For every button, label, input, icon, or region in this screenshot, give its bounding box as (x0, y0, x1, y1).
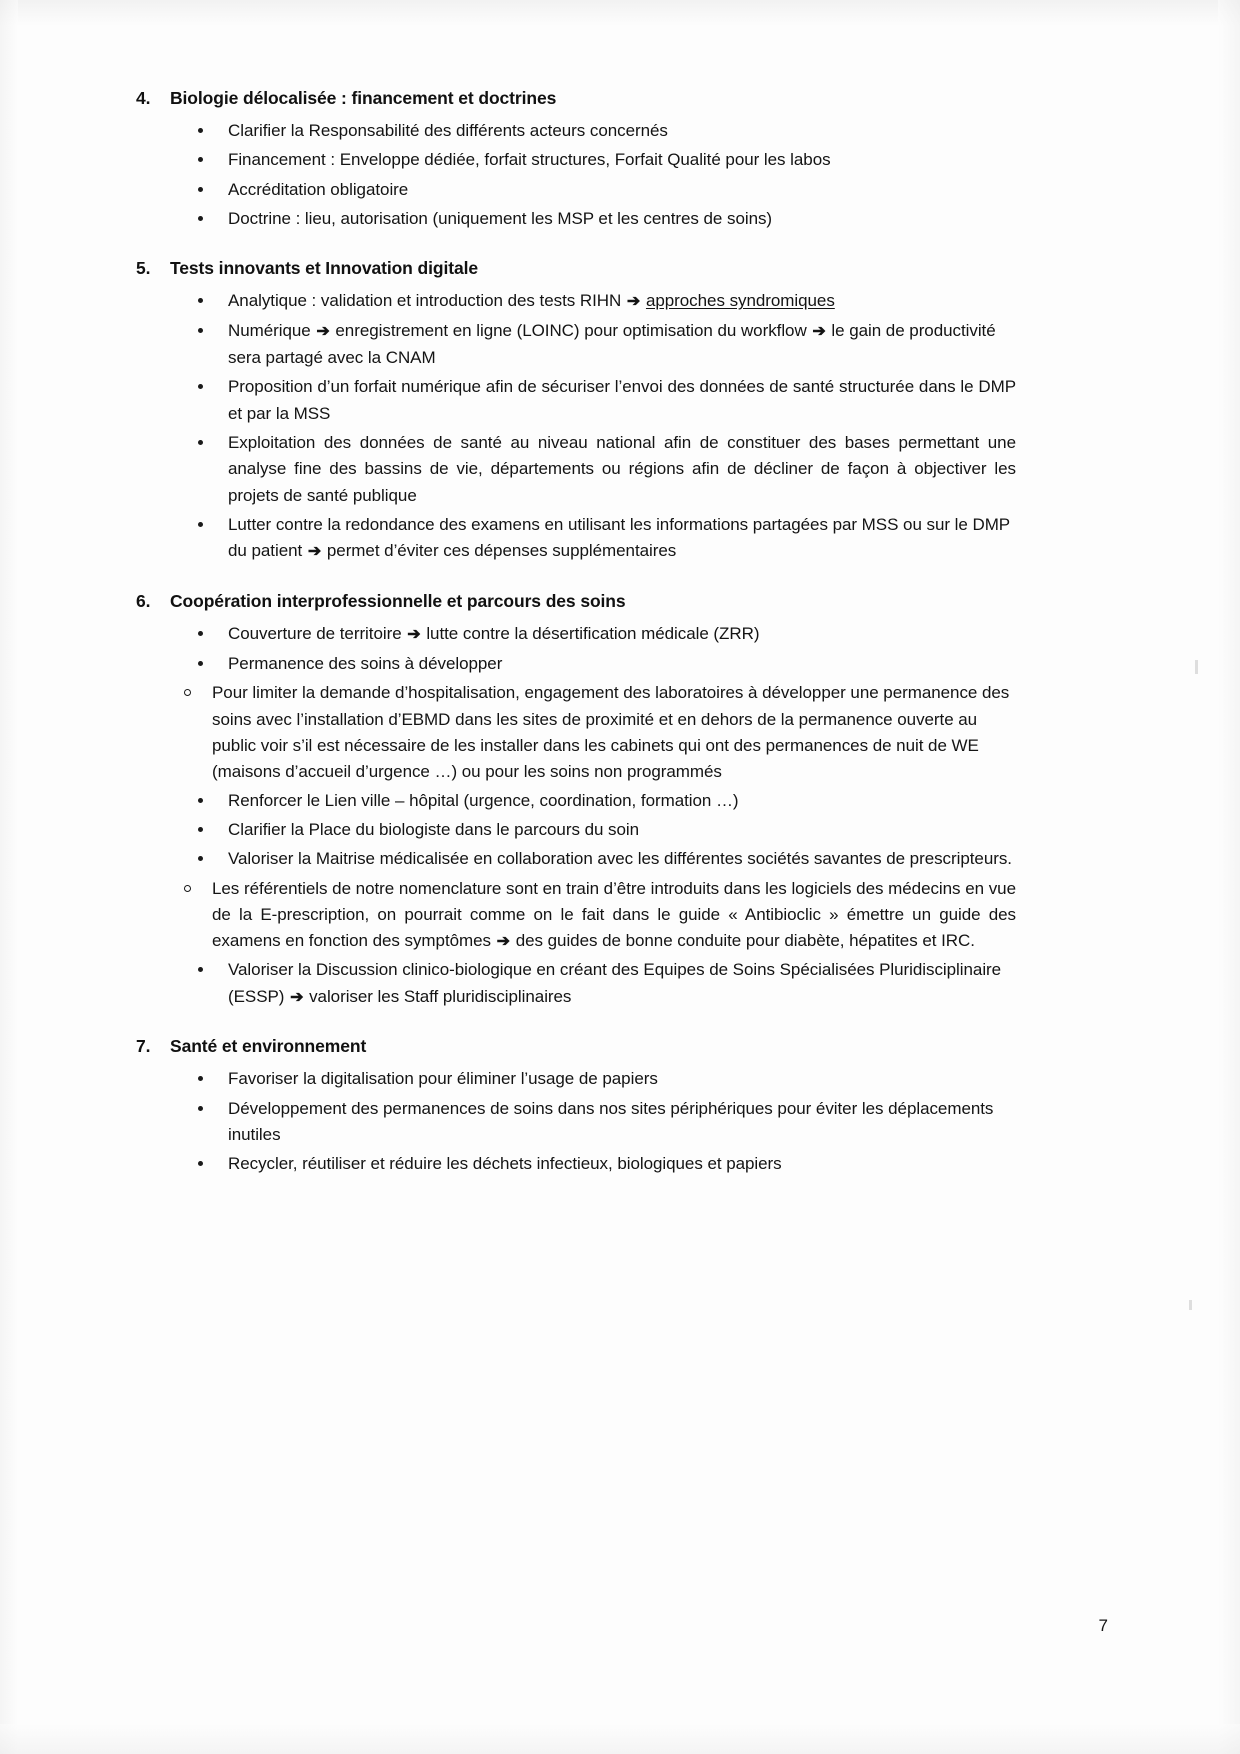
underlined-phrase: approches syndromiques (645, 291, 835, 311)
section-number: 7. (136, 1036, 151, 1057)
list-item-text: Valoriser la Maitrise médicalisée en collaboration avec les différentes sociétés savantes de prescripteurs. (228, 849, 1012, 869)
list-item-text: Renforcer le Lien ville – hôpital (urgence, coordination, formation …) (228, 790, 739, 810)
list-item-sub (136, 680, 1016, 785)
disc-bullet-icon (198, 440, 203, 445)
arrow-icon: ➔ (626, 293, 641, 311)
text-run: le gain de productivité sera partagé avec la CNAM (228, 321, 996, 367)
list-item (136, 177, 1016, 203)
list-item (136, 788, 1016, 814)
arrow-icon: ➔ (316, 323, 330, 341)
document-body (136, 88, 1016, 1181)
disc-bullet-icon (198, 187, 203, 192)
scan-speckle (1195, 660, 1198, 674)
text-run: des guides de bonne conduite pour diabète, hépatites et IRC. (511, 931, 975, 951)
text-run: enregistrement en ligne (LOINC) pour optimisation du workflow (330, 321, 812, 341)
section-title: Coopération interprofessionnelle et parcours des soins (170, 591, 626, 612)
list-item (136, 1151, 1016, 1177)
text-run: Lutter contre la redondance des examens en utilisant les informations partagées par MSS ou sur le DMP du patient (228, 515, 1010, 561)
section-title: Biologie délocalisée : financement et doctrines (170, 88, 557, 108)
disc-bullet-icon (198, 1161, 203, 1166)
list-item-text: Recycler, réutiliser et réduire les déchets infectieux, biologiques et papiers (228, 1154, 782, 1174)
bullet-list (136, 1066, 1016, 1177)
list-item (136, 318, 1016, 371)
list-item (136, 374, 1016, 427)
text-run: lutte contre la désertification médicale (ZRR) (421, 624, 760, 644)
list-item-text (212, 876, 1016, 955)
text-run: Valoriser la Discussion clinico-biologique en créant des Equipes de Soins Spécialisées Pluridisciplinaire (ESSP) (228, 960, 1002, 1006)
list-item (136, 1066, 1016, 1092)
list-item-text: Exploitation des données de santé au niveau national afin de constituer des bases permettant une analyse fine des bassins de vie, départements ou régions afin de décliner de façon à objectiver les projets de santé publique (228, 433, 1016, 505)
text-run: permet d’éviter ces dépenses supplémentaires (322, 541, 677, 561)
text-run: Numérique (228, 321, 316, 341)
scan-edge-left (0, 0, 18, 1754)
section-title: Santé et environnement (170, 1036, 367, 1057)
list-item (136, 147, 1016, 173)
list-item (136, 621, 1016, 648)
bullet-list (136, 118, 1016, 232)
section-heading (136, 1036, 1016, 1057)
disc-bullet-icon (198, 384, 203, 389)
scan-edge-bottom (0, 1724, 1240, 1754)
list-item (136, 118, 1016, 144)
text-run: Couverture de territoire (228, 624, 407, 644)
text-run: valoriser les Staff pluridisciplinaires (304, 986, 572, 1006)
disc-bullet-icon (198, 856, 203, 861)
list-item (136, 512, 1016, 565)
nested-list-wrapper (136, 876, 1016, 955)
disc-bullet-icon (198, 128, 203, 133)
list-item (136, 288, 1016, 315)
page-number: 7 (1098, 1616, 1108, 1635)
bullet-list (136, 288, 1016, 565)
section (136, 591, 1016, 1010)
disc-bullet-icon (198, 298, 203, 303)
disc-bullet-icon (198, 798, 203, 803)
list-item-text (228, 515, 1010, 560)
section-number: 6. (136, 591, 151, 612)
section-number: 5. (136, 258, 151, 279)
list-item (136, 817, 1016, 843)
list-item-text: Pour limiter la demande d’hospitalisation, engagement des laboratoires à développer une permanence des soins avec l’installation d’EBMD dans les sites de proximité et en dehors de la permanence ouverte au public voir s’il est nécessaire de les installer dans les cabinets qui ont des permanences de nuit de WE (maisons d’accueil d’urgence …) ou pour les soins non programmés (212, 683, 1010, 782)
list-item-text: Favoriser la digitalisation pour éliminer l’usage de papiers (228, 1069, 658, 1089)
list-item-text: Clarifier la Responsabilité des différents acteurs concernés (228, 121, 668, 140)
sub-bullet-list (136, 680, 1016, 785)
section-heading (136, 88, 1016, 109)
list-item (136, 651, 1016, 677)
arrow-icon: ➔ (812, 323, 826, 341)
scan-speckle (1189, 1300, 1192, 1310)
list-item-text: Accréditation obligatoire (228, 179, 409, 199)
disc-bullet-icon (198, 631, 203, 636)
list-item (136, 957, 1016, 1010)
disc-bullet-icon (198, 1106, 203, 1111)
arrow-icon: ➔ (307, 543, 322, 561)
disc-bullet-icon (198, 522, 203, 527)
list-item-sub (136, 876, 1016, 955)
scan-edge-right (1218, 0, 1240, 1754)
circle-bullet-icon (184, 885, 191, 892)
list-item-text (228, 960, 1001, 1005)
text-run: Analytique : validation et introduction des tests RIHN (228, 291, 626, 311)
list-item (136, 846, 1016, 872)
text-run: Les référentiels de notre nomenclature sont en train d’être introduits dans les logiciels des médecins en vue de la E-prescription, on pourrait comme on le fait dans le guide « Antibioclic » émettre un guide des examens en fonction des symptômes (212, 878, 1016, 951)
section-heading (136, 258, 1016, 279)
list-item-text: Clarifier la Place du biologiste dans le parcours du soin (228, 820, 640, 840)
section-number: 4. (136, 88, 151, 108)
section (136, 1036, 1016, 1177)
circle-bullet-icon (184, 689, 191, 696)
arrow-icon: ➔ (496, 933, 511, 951)
section (136, 88, 1016, 232)
list-item-text: Permanence des soins à développer (228, 653, 503, 673)
list-item-text (228, 624, 759, 643)
list-item (136, 1096, 1016, 1149)
arrow-icon: ➔ (407, 626, 421, 644)
list-item (136, 430, 1016, 509)
list-item-text (228, 291, 835, 310)
list-item-text: Développement des permanences de soins dans nos sites périphériques pour éviter les déplacements inutiles (228, 1098, 994, 1145)
section-title: Tests innovants et Innovation digitale (170, 258, 478, 279)
disc-bullet-icon (198, 661, 203, 666)
list-item-text (228, 321, 996, 367)
disc-bullet-icon (198, 216, 203, 221)
list-item-text: Financement : Enveloppe dédiée, forfait structures, Forfait Qualité pour les labos (228, 150, 831, 170)
nested-list-wrapper (136, 680, 1016, 785)
arrow-icon: ➔ (290, 988, 304, 1006)
sub-bullet-list (136, 876, 1016, 955)
list-item-text: Doctrine : lieu, autorisation (uniquement les MSP et les centres de soins) (228, 209, 773, 229)
section (136, 258, 1016, 565)
bullet-list (136, 621, 1016, 1010)
disc-bullet-icon (198, 328, 203, 333)
list-item (136, 206, 1016, 232)
disc-bullet-icon (198, 157, 203, 162)
disc-bullet-icon (198, 967, 203, 972)
scan-edge-top (0, 0, 1240, 26)
disc-bullet-icon (198, 827, 203, 832)
disc-bullet-icon (198, 1076, 203, 1081)
list-item-text: Proposition d’un forfait numérique afin de sécuriser l’envoi des données de santé structurée dans le DMP et par la MSS (228, 377, 1016, 423)
section-heading (136, 591, 1016, 612)
